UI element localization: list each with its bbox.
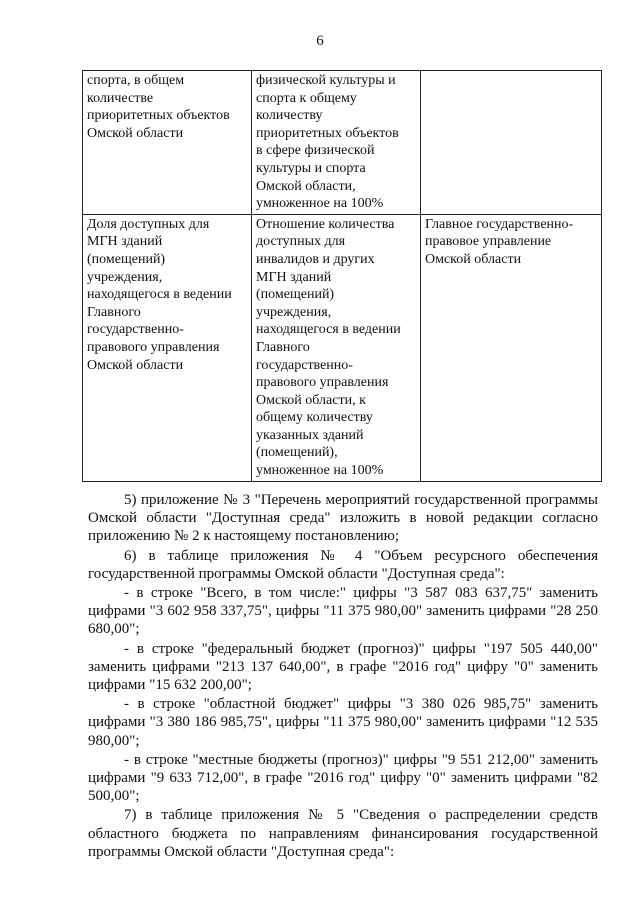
cell-text-line: приоритетных объектов xyxy=(256,125,399,141)
document-body xyxy=(88,491,598,862)
cell-text-line: правового управления xyxy=(256,375,389,391)
table-row xyxy=(83,71,602,215)
table-cell xyxy=(421,214,602,481)
cell-text-line: (помещений) xyxy=(256,287,335,303)
cell-text-line: количестве xyxy=(87,90,154,106)
cell-text-line: находящегося в ведении xyxy=(87,287,232,303)
cell-text-line: (помещений) xyxy=(87,251,166,267)
cell-text-line: МГН зданий xyxy=(256,269,332,285)
cell-text-line: инвалидов и других xyxy=(256,251,375,267)
cell-text-line: спорта к общему xyxy=(256,90,357,106)
cell-text-line: Омской области, к xyxy=(256,392,366,408)
cell-text-line: находящегося в ведении xyxy=(256,322,401,338)
cell-text-line: (помещений), xyxy=(256,445,338,461)
paragraph-item-5: 5) приложение № 3 "Перечень мероприятий государственной программы Омской области "Доступная среда" изложить в новой редакции согласно приложению № 2 к настоящему постановлению; xyxy=(88,492,598,545)
cell-text-line: доступных для xyxy=(256,234,346,250)
cell-text-line: количеству xyxy=(256,108,323,124)
cell-text-line: Отношение количества xyxy=(256,216,395,232)
paragraph-subitem: - в строке "Всего, в том числе:" цифры "3 587 083 637,75" заменить цифрами "3 602 958 337,75", цифры "11 375 980,00" заменить цифрами "28 250 680,00"; xyxy=(88,585,598,638)
cell-text-line: общему количеству xyxy=(256,410,373,426)
cell-text-line: Главного xyxy=(256,339,310,355)
cell-text-line: Главного xyxy=(87,304,141,320)
cell-text-line: Омской области xyxy=(87,357,184,373)
table-cell xyxy=(83,71,252,215)
cell-text-line: Омской области xyxy=(425,251,522,267)
cell-text-line: Омской области xyxy=(87,125,184,141)
cell-text-line: спорта, в общем xyxy=(87,73,185,88)
cell-text-line: правового управления xyxy=(87,339,220,355)
paragraph-subitem: - в строке "областной бюджет" цифры "3 380 026 985,75" заменить цифрами "3 380 186 985,75", цифры "11 375 980,00" заменить цифрами "12 535 980,00"; xyxy=(88,696,598,749)
cell-text-line: указанных зданий xyxy=(256,427,364,443)
cell-text-line: приоритетных объектов xyxy=(87,108,230,124)
cell-text-line: культуры и спорта xyxy=(256,160,366,176)
cell-text-line: умноженное на 100% xyxy=(256,463,384,479)
cell-text-line: Главное государственно- xyxy=(425,216,574,232)
paragraph-item-6: 6) в таблице приложения № 4 "Объем ресурсного обеспечения государственной программы Омской области "Доступная среда": xyxy=(88,547,598,582)
cell-text-line: МГН зданий xyxy=(87,234,163,250)
page-number: 6 xyxy=(316,33,324,49)
table-row xyxy=(83,214,602,481)
indicator-table xyxy=(82,70,602,482)
cell-text-line: правовое управление xyxy=(425,234,552,250)
table-cell xyxy=(252,214,421,481)
cell-text-line: учреждения, xyxy=(87,269,163,285)
table-cell xyxy=(421,71,602,215)
cell-text-line: Омской области, xyxy=(256,178,356,194)
cell-text-line: Доля доступных для xyxy=(87,216,210,232)
cell-text-line: государственно- xyxy=(256,357,353,373)
paragraph-subitem: - в строке "федеральный бюджет (прогноз)" цифры "197 505 440,00" заменить цифрами "213 137 640,00", в графе "2016 год" цифру "0" заменить цифрами "15 632 200,00"; xyxy=(88,640,598,694)
cell-text-line: умноженное на 100% xyxy=(256,196,384,212)
paragraph-subitem: - в строке "местные бюджеты (прогноз)" цифры "9 551 212,00" заменить цифрами "9 633 712,00", в графе "2016 год" цифру "0" заменить цифрами "82 500,00"; xyxy=(88,751,598,805)
cell-text-line: учреждения, xyxy=(256,304,332,320)
cell-text-line: в сфере физической xyxy=(256,143,375,159)
cell-text-line: государственно- xyxy=(87,322,184,338)
table-cell xyxy=(252,71,421,215)
table-cell xyxy=(83,214,252,481)
paragraph-item-7: 7) в таблице приложения № 5 "Сведения о распределении средств областного бюджета по направлениям финансирования государственной программы Омской области "Доступная среда": xyxy=(88,807,598,860)
cell-text-line: физической культуры и xyxy=(256,73,396,88)
